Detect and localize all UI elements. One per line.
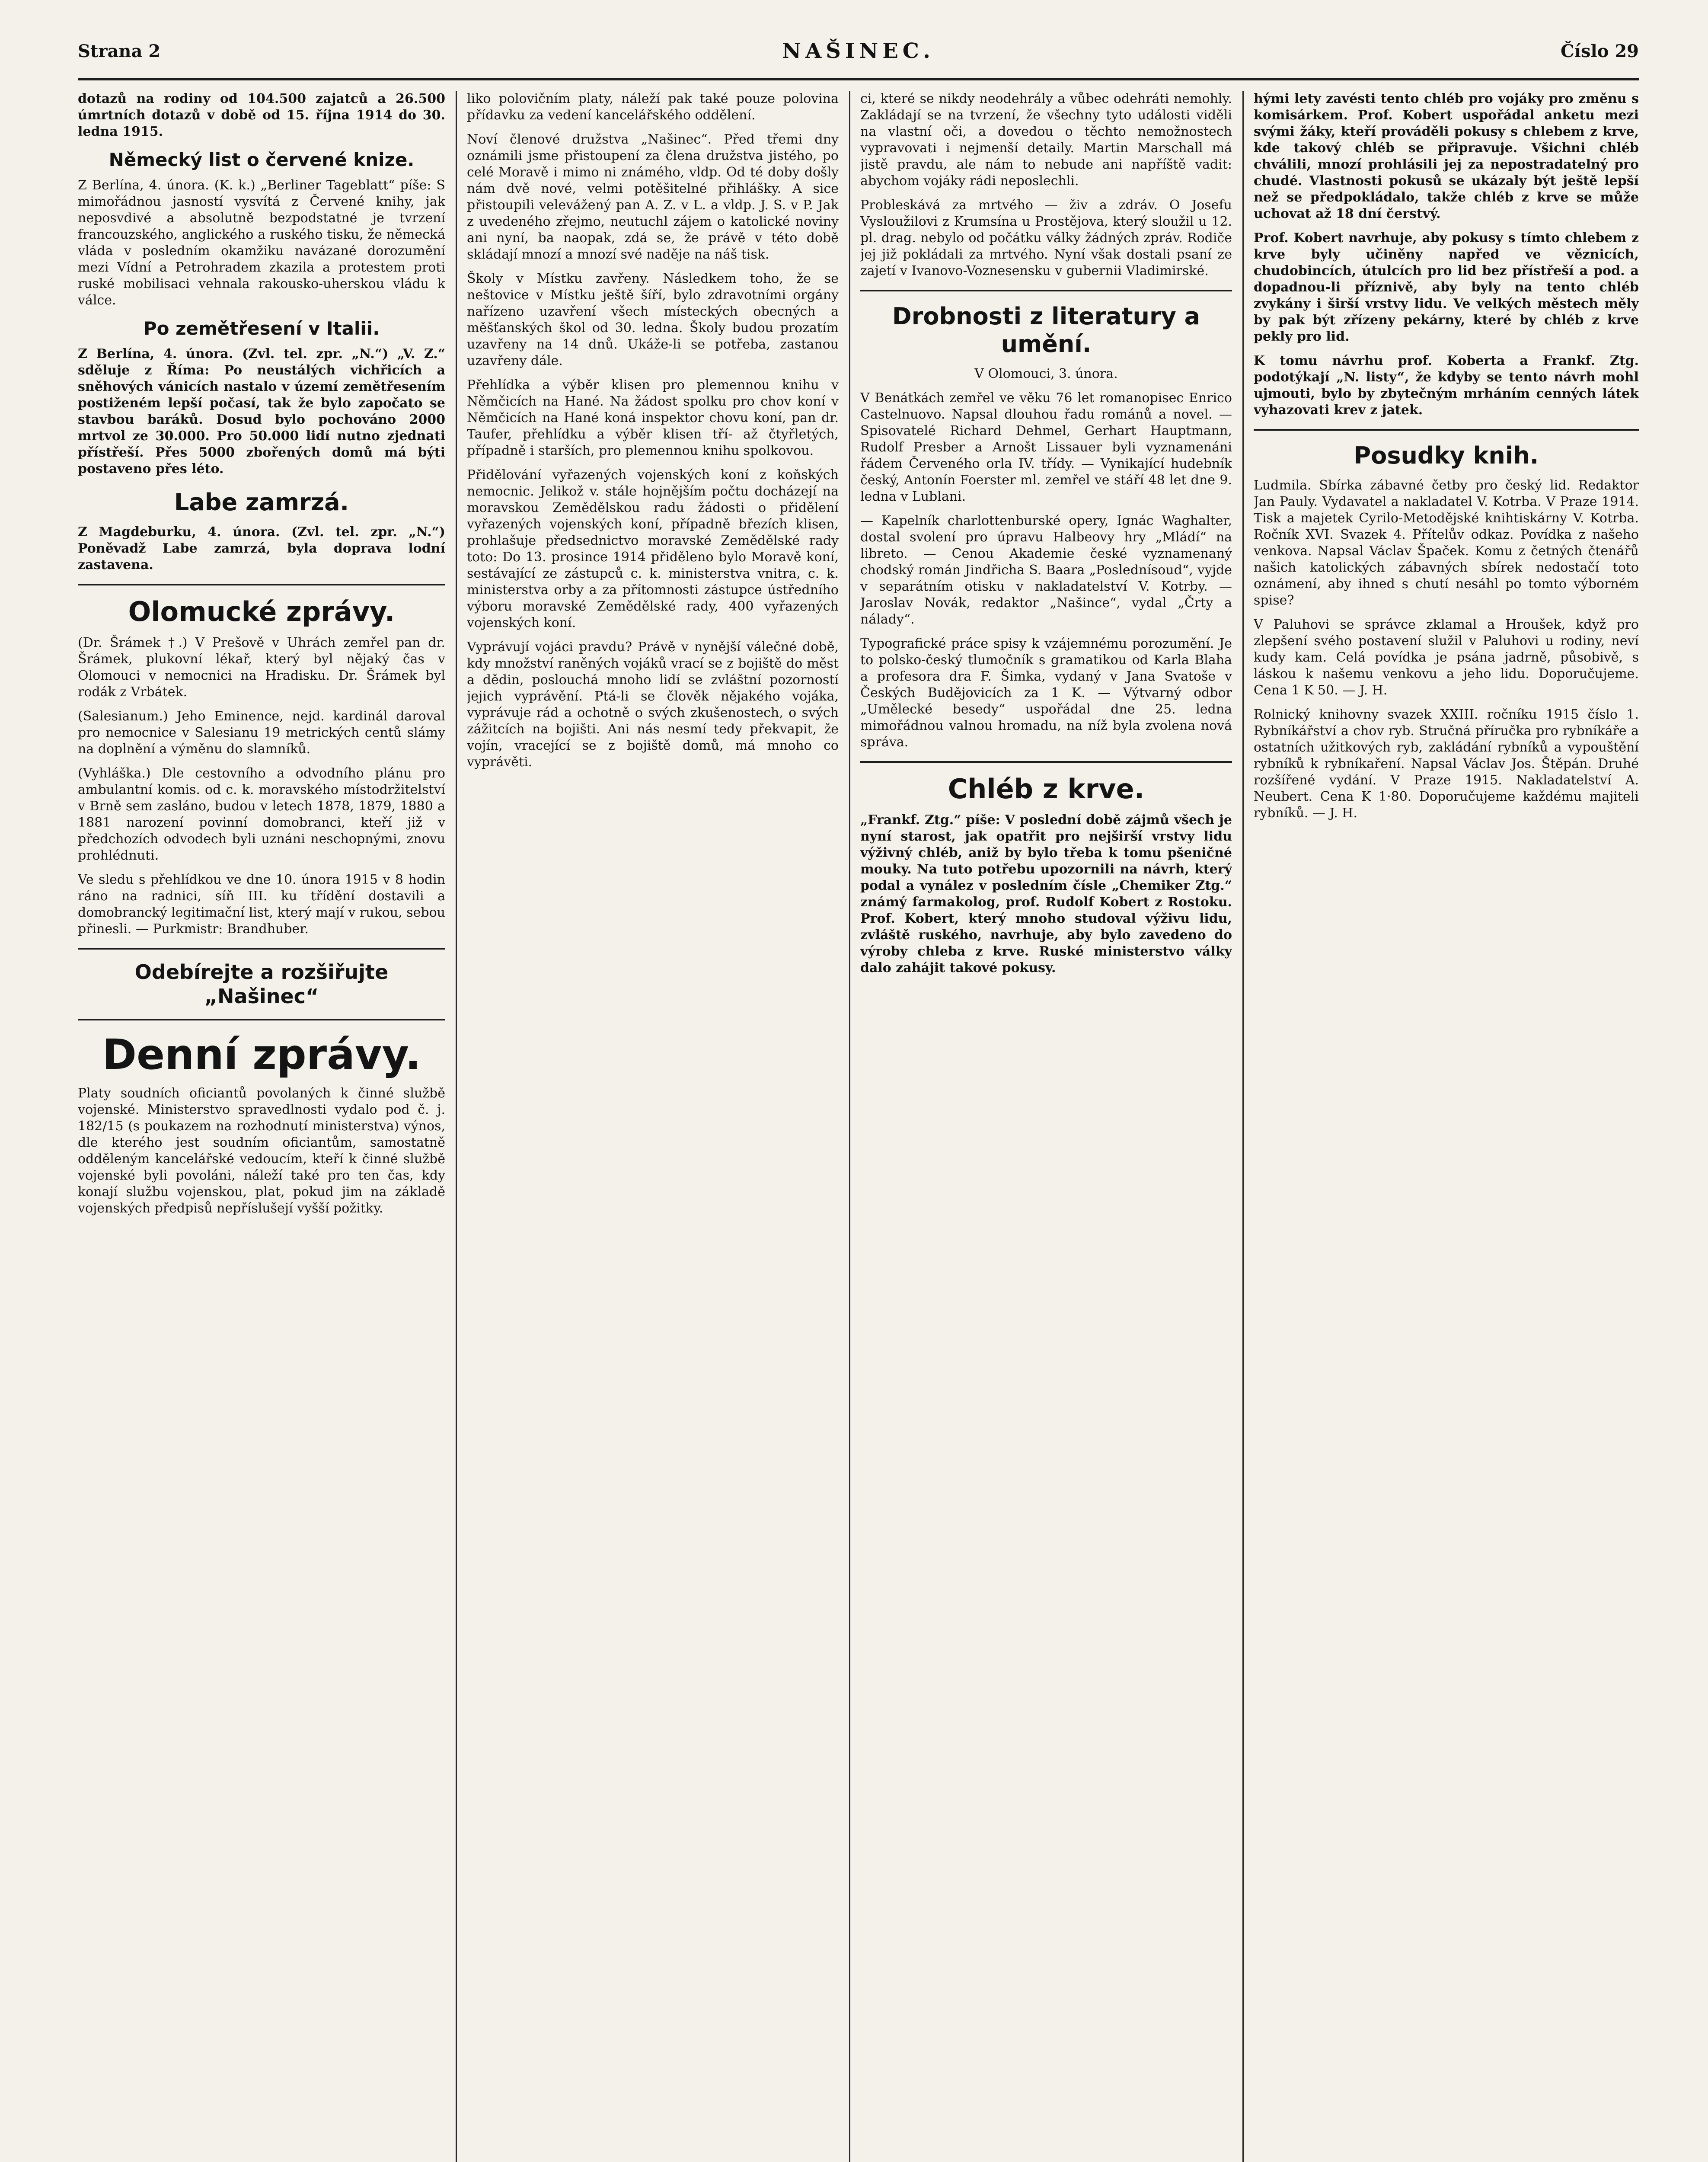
article-vyhlaska: (Vyhláška.) Dle cestovního a odvodního plánu pro ambulantní komis. od c. k. moravského místodržitelství v Brně sem zasláno, budou v letech 1878, 1879, 1880 a 1881 narození povinní domobranci, kteří již v předchozích odvodech byli uznáni neschopnými, znovu prohlédnuti. bbox=[78, 766, 445, 863]
article-kobert: Prof. Kobert navrhuje, aby pokusy s tímto chlebem z krve byly učiněny napřed ve věznicích, chudobincích, útulcích pro lid bez přístřeší a pod. a dopadnou-li příznivě, aby byly na tento chléb zvykány i širší vrstvy lidu. Ve velkých městech měly by pak být zřízeny pekárny, které by chléb z krve pekly pro lid. bbox=[1254, 230, 1639, 344]
article-novi-clenove: Noví členové družstva „Našinec“. Před třemi dny oznámili jsme přistoupení za člena družstva jistého, po celé Moravě i mimo ni známého, vldp. Od té doby došly nám dvě nové, velmi potěšitelné přihlášky. A sice přistoupili velevážený pan A. Z. v L. a vldp. J. S. v P. Jak z uvedeného zřejmo, neutuchl zájem o katolické noviny ani nyní, ba naopak, zdá se, že právě v této době skládají mnozí a mnozí své naděje na náš tisk. bbox=[467, 132, 839, 262]
article-prehlidka-klisen: Přehlídka a výběr klisen pro plemennou knihu v Němčicích na Hané. Na žádost spolku pro chov koní v Němčicích na Hané koná inspektor chovu koní, pan dr. Taufer, přehlídku a výběr klisen tří- až čtyřletých, případně i starších, pro plemennou knihu spolkovou. bbox=[467, 377, 839, 458]
column-3 bbox=[860, 91, 1232, 2162]
column-divider bbox=[1242, 91, 1244, 2162]
headline-chleb-z-krve: Chléb z krve. bbox=[948, 773, 1145, 805]
article-salesianum: (Salesianum.) Jeho Eminence, nejd. kardinál daroval pro nemocnice v Salesianu 19 metrických centů slámy na doplnění a výměnu do slamníků. bbox=[78, 709, 445, 757]
column-1 bbox=[78, 91, 445, 2162]
article-vypravuji-vojaci: Vyprávují vojáci pravdu? Právě v nynější válečné době, kdy množství raněných vojáků vrací se z bojiště do měst a dědin, poslouchá mnoho lidí se zvláštní pozorností jejich vyprávění. Ptá-li se člověk nějakého vojáka, vyprávuje rád a ochotně o svých zkušenostech, o svých zážitcích na bojišti. Ani nás nesmí tedy překvapit, že vojín, vracející se z bojiště domů, má mnoho co vyprávěti. bbox=[467, 640, 839, 770]
page-header bbox=[78, 26, 1639, 80]
columns bbox=[78, 91, 1639, 2162]
article-continued: hými lety zavésti tento chléb pro vojáky pro změnu s komisárkem. Prof. Kobert uspořádal anketu mezi svými žáky, kteří prováděli pokusy s chlebem z krve, kde takový chléb se připravuje. Všichni chléb chválili, mnozí prohlásili jej za nepostradatelný pro chudé. Vlastnosti pokusů se ukázaly být ještě lepší než se předpokládalo, takže chléb z krve se může uchovat až 18 dní čerstvý. bbox=[1254, 91, 1639, 221]
headline-denni-zpravy: Denní zprávy. bbox=[102, 1030, 421, 1079]
review-ludmila: Ludmila. Sbírka zábavné četby pro český lid. Redaktor Jan Pauly. Vydavatel a nakladatel V. Kotrba. V Praze 1914. Tisk a majetek Cyrilo-Metodějské knihtiskárny V. Kotrba. Ročník XVI. Svazek 4. Přítelův odkaz. Povídka z našeho venkova. Napsal Václav Špaček. Komu z četných čtenářů našich katolických zábavných sbírek nedostačí toto oznámení, aby ihned s chutí nesáhl po tomto výborném spise? bbox=[1254, 478, 1639, 608]
article-chleb-z-krve: „Frankf. Ztg.“ píše: V poslední době zájmů všech je nyní starost, jak opatřit pro nejširší vrstvy lidu výživný chléb, aniž by bylo třeba k tomu pšeničné mouky. Na tuto potřebu upozornili na návrh, který podal a vynález v posledním čísle „Chemiker Ztg.“ známý farmakolog, prof. Rudolf Kobert z Rostoku. Prof. Kobert, který mnoho studoval výživu lidu, zvláště ruského, navrhuje, aby bylo zavedeno do výroby chleba z krve. Ruské ministerstvo války dalo zahájit takové pokusy. bbox=[860, 812, 1232, 975]
headline-nemecky-list: Německý list o červené knize. bbox=[109, 149, 415, 170]
headline-olomoucke-zpravy: Olomucké zprávy. bbox=[128, 596, 395, 627]
article-drobnosti-1: V Benátkách zemřel ve věku 76 let romanopisec Enrico Castelnuovo. Napsal dlouhou řadu románů a novel. — Spisovatelé Richard Dehmel, Gerhart Hauptmann, Rudolf Presber a Arnošt Lissauer byli vyznamenáni řádem Červeného orla IV. třídy. — Vynikající hudebník český, Antonín Foerster ml. zemřel ve stáří 48 let dne 9. ledna v Lublani. bbox=[860, 390, 1232, 504]
headline-drobnosti: Drobnosti z literatury a umění. bbox=[892, 303, 1200, 358]
section-rule bbox=[78, 1019, 445, 1020]
headline-posudky-knih: Posudky knih. bbox=[1354, 442, 1539, 469]
column-4 bbox=[1254, 91, 1639, 2162]
article-intro: dotazů na rodiny od 104.500 zajatců a 26.500 úmrtních dotazů v době od 15. října 1914 do 30. ledna 1915. bbox=[78, 91, 445, 139]
subscription-promo: Odebírejte a rozšiřujte „Našinec“ bbox=[134, 960, 389, 1008]
article-poznamka: K tomu návrhu prof. Koberta a Frankf. Ztg. podotýkají „N. listy“, že kdyby se tento návrh mohl ujmouti, bylo by zbytečným mrháním cenných látek vyhazovati krev z jatek. bbox=[1254, 353, 1639, 418]
article-drobnosti-2: — Kapelník charlottenburské opery, Ignác Waghalter, dostal svolení pro úpravu Halbeovy hry „Mládí“ na libreto. — Cenou Akademie české vyznamenaný chodský román Jindřicha S. Baara „Poslednísoud“, vyjde v separátním otisku v nakladatelství V. Kotrby. — Jaroslav Novák, redaktor „Našince“, vydal „Črty a nálady“. bbox=[860, 513, 1232, 627]
section-rule bbox=[860, 761, 1232, 763]
dateline: V Olomouci, 3. února. bbox=[974, 366, 1118, 381]
review-rolnicka-knihovna: Rolnický knihovny svazek XXIII. ročníku 1915 číslo 1. Rybníkářství a chov ryb. Stručná příručka pro rybníkáře a ostatních užitkových ryb, zakládání rybníků a vypouštění rybníků k rybníkaření. Napsal Václav Jos. Štěpán. Druhé rozšířené vydání. V Praze 1915. Nakladatelství A. Neubert. Cena K 1·80. Doporučujeme každému majiteli rybníků. — J. H. bbox=[1254, 707, 1639, 821]
article-vyhlaska-cont: Ve sledu s přehlídkou ve dne 10. února 1915 v 8 hodin ráno na radnici, síň III. ku třídění dostavili a domobrancký legitimační list, který mají v rukou, sebou přinesli. — Purkmistr: Brandhuber. bbox=[78, 872, 445, 937]
section-rule bbox=[1254, 429, 1639, 431]
issue-number: Číslo 29 bbox=[1560, 41, 1639, 61]
article-pridelovani-koni: Přidělování vyřazených vojenských koní z koňských nemocnic. Jelikož v. stále hojnějším počtu docházejí na moravskou Zemědělskou radu žádosti o přidělení vyřazených vojenských koní, případně březích klisen, prohlašuje předsednictvo moravské Zemědělské rady toto: Do 13. prosince 1914 přiděleno bylo Moravě koní, sestávající ze zástupců c. k. ministerstva vnitra, c. k. ministerstva orby a za přítomnosti zástupce ústředního výboru moravské Zemědělské rady, 400 vyřazených vojenských koní. bbox=[467, 467, 839, 630]
review-ludmila-cont: V Paluhovi se správce zklamal a Hroušek, když pro zlepšení svého postavení služil v Paluhovi u rodiny, neví kudy kam. Celá povídka je psána jadrně, působivě, s láskou k našemu venkovu a jeho lidu. Doporučujeme. Cena 1 K 50. — J. H. bbox=[1254, 617, 1639, 698]
article-platy-oficiantu: Platy soudních oficiantů povolaných k činné službě vojenské. Ministerstvo spravedlnosti vydalo pod č. j. 182/15 (s poukazem na rozhodnutí ministerstva) výnos, dle kterého jest soudním oficiantům, samostatně odděleným kancelářské vedoucím, kteří k činné službě vojenské byli povoláni, náleží také pro ten čas, kdy konají službu vojenskou, plat, pokud jim na základě vojenských předpisů nepříslušejí vyšší požitky. bbox=[78, 1086, 445, 1216]
article-dr-sramek: (Dr. Šrámek †.) V Prešově v Uhrách zemřel pan dr. Šrámek, plukovní lékař, který byl nějaký čas v Olomouci v nemocnici na Hradisku. Dr. Šrámek byl rodák z Vrbátek. bbox=[78, 635, 445, 700]
article-labe: Z Magdeburku, 4. února. (Zvl. tel. zpr. „N.“) Poněvadž Labe zamrzá, byla doprava lodní zastavena. bbox=[78, 525, 445, 572]
section-rule bbox=[78, 948, 445, 950]
section-rule bbox=[78, 584, 445, 585]
newspaper-title: NAŠINEC. bbox=[782, 39, 935, 63]
article-probleskava: Probleskává za mrtvého — živ a zdráv. O Josefu Vysloužilovi z Krumsína u Prostějova, který sloužil u 12. pl. drag. nebylo od počátku války žádných zpráv. Rodiče jej již pokládali za mrtvého. Nyní však dostali psaní ze zajetí v Ivanovo-Voznesensku v gubernii Vladimirské. bbox=[860, 198, 1232, 278]
page-number: Strana 2 bbox=[78, 41, 161, 61]
article-nemecky-list: Z Berlína, 4. února. (K. k.) „Berliner Tageblatt“ píše: S mimořádnou jasností vysvítá z Červené knihy, jak neposvdivé a absolutně bezpodstatné je tvrzení francouzského, anglického a ruského tisku, že německá vláda v posledním okamžiku navázané dorozumění mezi Vídní a Petrohradem zkazila a protestem proti ruské mobilisaci vehnala rakousko-uherskou vládu k válce. bbox=[78, 178, 445, 308]
column-2 bbox=[467, 91, 839, 2162]
headline-labe: Labe zamrzá. bbox=[174, 489, 349, 516]
article-continued: ci, které se nikdy neodehrály a vůbec odehráti nemohly. Zakládají se na tvrzení, že všechny tyto události viděli na vlastní oči, a dovedou o těchto nemožnostech vypravovati i nejmenší detaily. Martin Marschall má jistě pravdu, ale nám to nebude ani napříště vadit: abychom vojáky rádi neposlechli. bbox=[860, 91, 1232, 189]
column-divider bbox=[456, 91, 457, 2162]
section-rule bbox=[860, 290, 1232, 291]
article-skoly-mistek: Školy v Místku zavřeny. Následkem toho, že se neštovice v Místku ještě šíří, bylo zdravotními orgány nařízeno uzavření všech místeckých obecných a měšťanských škol od 30. ledna. Školy budou prozatím uzavřeny na 14 dnů. Ukáže-li se potřeba, zastanou uzavřeny dále. bbox=[467, 271, 839, 368]
column-divider bbox=[849, 91, 850, 2162]
headline-zemetreseni: Po zemětřesení v Italii. bbox=[143, 318, 380, 339]
article-zemetreseni: Z Berlína, 4. února. (Zvl. tel. zpr. „N.“) „V. Z.“ sděluje z Říma: Po neustálých vichřicích a sněhových vánicích nastalo v území zemětřesením postiženém lepší počasí, tak že bylo započato se stavbou baráků. Dosud bylo pochováno 2000 mrtvol ze 30.000. Pro 50.000 lidí nutno zjednati přístřeší. Přes 5000 zbořených domů má býti postaveno přes léto. bbox=[78, 346, 445, 477]
article-drobnosti-3: Typografické práce spisy k vzájemnému porozumění. Je to polsko-český tlumočník s gramatikou od Karla Blaha a profesora dra F. Šimka, vydaný v Jana Svatoše v Českých Budějovicích za 1 K. — Výtvarný odbor „Umělecké besedy“ uspořádal dne 25. ledna mimořádnou valnou hromadu, na níž byla zvolena nová správa. bbox=[860, 636, 1232, 750]
article-continued: liko polovičním platy, náleží pak také pouze polovina přídavku za vedení kancelářského oddělení. bbox=[467, 91, 839, 123]
